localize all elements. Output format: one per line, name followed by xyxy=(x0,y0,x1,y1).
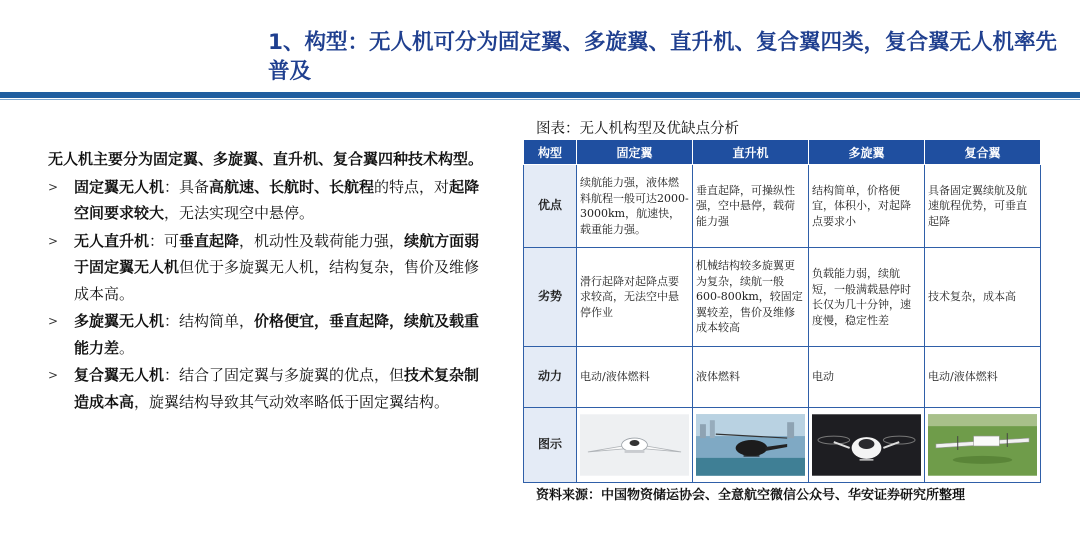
chevron-right-icon: > xyxy=(48,179,59,194)
table-cell: 电动/液体燃料 xyxy=(577,347,693,408)
table-cell: 滑行起降对起降点要求较高，无法空中悬停作业 xyxy=(577,248,693,347)
body-text: ，机动性及载荷能力强， xyxy=(239,231,405,250)
emphasis-text: 垂直起降 xyxy=(179,231,240,250)
bullet-text xyxy=(74,232,479,303)
emphasis-text: 续航方面弱于固定翼无人机 xyxy=(74,231,480,276)
table-cell: 电动 xyxy=(809,347,925,408)
bullet-text xyxy=(74,312,479,357)
summary-text xyxy=(48,146,488,415)
body-text: ：结合了固定翼与多旋翼的优点，但 xyxy=(164,366,405,384)
row-label: 动力 xyxy=(524,347,577,408)
emphasis-text: 价格便宜，垂直起降，续航及载重能力差 xyxy=(74,312,480,357)
helicopter-drone-icon xyxy=(696,414,805,476)
table-caption: 图表：无人机构型及优缺点分析 xyxy=(536,121,739,137)
chevron-right-icon: > xyxy=(48,233,59,248)
chevron-right-icon: > xyxy=(48,314,59,328)
table-cell: 垂直起降，可操纵性强，空中悬停，载荷能力强 xyxy=(693,165,809,248)
emphasis-text: 无人直升机 xyxy=(74,231,150,250)
body-text: ，旋翼结构导致其气动效率略低于固定翼结构。 xyxy=(134,392,450,411)
table-row xyxy=(524,165,1041,248)
table-cell: 结构简单，价格便宜，体积小，对起降点要求小 xyxy=(809,165,925,248)
fixed-wing-drone-icon xyxy=(580,414,689,476)
fixed-wing-drone-image xyxy=(577,408,693,483)
row-label: 优点 xyxy=(524,165,577,248)
compound-wing-drone-icon xyxy=(928,414,1037,476)
title-divider xyxy=(0,92,1080,98)
emphasis-text: 复合翼无人机 xyxy=(74,366,165,384)
table-row xyxy=(524,347,1041,408)
row-label: 图示 xyxy=(524,408,577,483)
table-cell: 机械结构较多旋翼更为复杂，续航一般600-800km，较固定翼较差，售价及维修成本较高 xyxy=(693,248,809,347)
multirotor-drone-icon xyxy=(812,414,921,476)
summary-intro: 无人机主要分为固定翼、多旋翼、直升机、复合翼四种技术构型。 xyxy=(48,150,484,168)
title-divider-thin xyxy=(0,99,1080,100)
table-cell: 续航能力强，液体燃料航程一般可达2000-3000km，航速快，载重能力强。 xyxy=(577,165,693,248)
table-cell: 负载能力弱，续航短，一般满载悬停时长仅为几十分钟，速度慢，稳定性差 xyxy=(809,248,925,347)
body-text: ：结构简单， xyxy=(164,312,255,330)
bullet-helicopter xyxy=(48,228,488,308)
body-text: ：可 xyxy=(149,231,180,250)
body-text: ：具备 xyxy=(164,177,210,196)
table-cell: 电动/液体燃料 xyxy=(925,347,1041,408)
row-label: 劣势 xyxy=(524,248,577,347)
body-text: 的特点，对 xyxy=(374,177,450,196)
header-cell: 固定翼 xyxy=(577,140,693,165)
emphasis-text: 技术复杂制造成本高 xyxy=(74,366,480,411)
chevron-right-icon: > xyxy=(48,368,59,382)
table-row xyxy=(524,408,1041,483)
page-title: 1、构型：无人机可分为固定翼、多旋翼、直升机、复合翼四类，复合翼无人机率先普及 xyxy=(268,30,1057,84)
table-header-row xyxy=(524,140,1041,165)
emphasis-text: 多旋翼无人机 xyxy=(74,312,165,330)
multirotor-drone-image xyxy=(809,408,925,483)
bullet-fixed-wing xyxy=(48,174,488,227)
bullet-compound-wing xyxy=(48,362,488,415)
header-cell: 复合翼 xyxy=(925,140,1041,165)
table-cell: 具备固定翼续航及航速航程优势，可垂直起降 xyxy=(925,165,1041,248)
header-cell: 直升机 xyxy=(693,140,809,165)
emphasis-text: 固定翼无人机 xyxy=(74,177,165,196)
emphasis-text: 高航速、长航时、长航程 xyxy=(209,177,375,196)
table-row xyxy=(524,248,1041,347)
bullet-multirotor xyxy=(48,308,488,361)
compound-wing-drone-image xyxy=(925,408,1041,483)
table-cell: 技术复杂，成本高 xyxy=(925,248,1041,347)
uav-comparison-table xyxy=(523,139,1041,483)
body-text: 但优于多旋翼无人机，结构复杂，售价及维修成本高。 xyxy=(74,258,480,303)
header-cell: 多旋翼 xyxy=(809,140,925,165)
bullet-text xyxy=(74,366,479,411)
body-text: ，无法实现空中悬停。 xyxy=(164,204,315,222)
data-source-note: 资料来源：中国物资储运协会、全意航空微信公众号、华安证券研究所整理 xyxy=(536,488,966,503)
body-text: 。 xyxy=(119,338,135,357)
helicopter-drone-image xyxy=(693,408,809,483)
header-cell: 构型 xyxy=(524,140,577,165)
table-cell: 液体燃料 xyxy=(693,347,809,408)
emphasis-text: 起降空间要求较大 xyxy=(74,177,480,222)
bullet-text xyxy=(74,178,479,223)
